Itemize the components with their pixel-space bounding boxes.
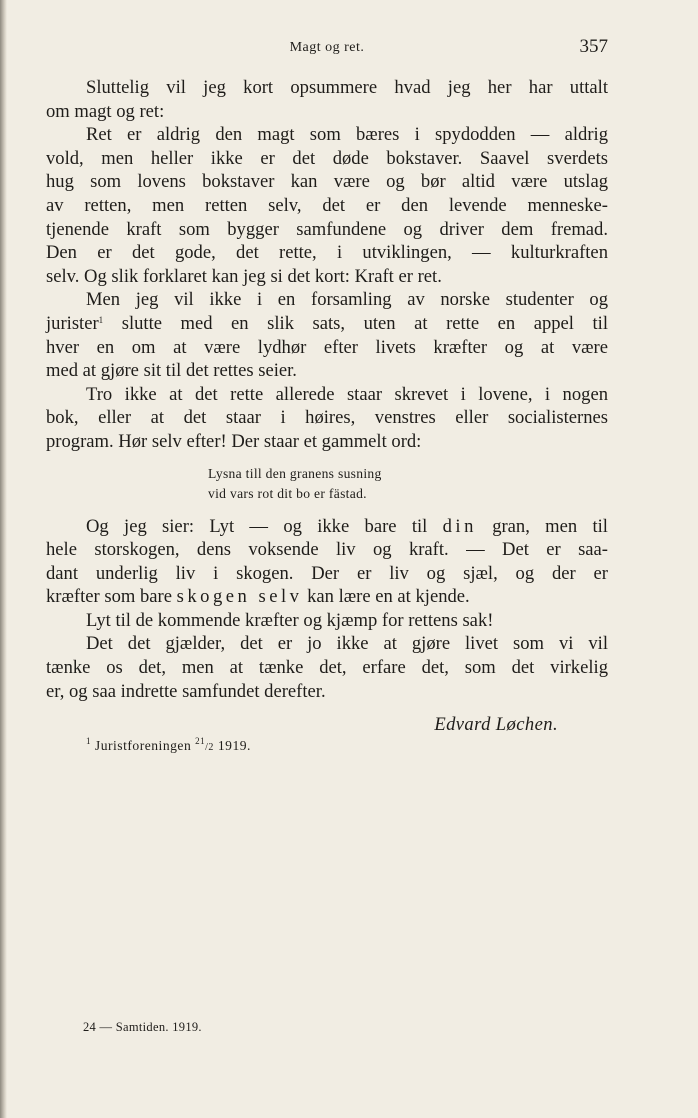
footnote-text: Juristforeningen bbox=[94, 738, 192, 753]
text-line: Den er det gode, det rette, i utviklingen, — kulturkraften bbox=[46, 242, 608, 264]
running-title: Magt og ret. bbox=[289, 40, 365, 55]
text-fragment: gran, men til bbox=[492, 515, 608, 537]
text-line: Men jeg vil ikke i en forsamling av norske studenter og bbox=[86, 289, 608, 311]
text-line: av retten, men retten selv, det er den levende menneske- bbox=[46, 194, 608, 216]
text-line: Det det gjælder, det er jo ikke at gjøre livet som vi vil bbox=[86, 633, 608, 655]
poem-quotation bbox=[208, 464, 608, 504]
text-line: vold, men heller ikke er det døde bokstaver. Saavel sverdets bbox=[46, 147, 608, 169]
text-fragment: Og jeg sier: Lyt — og ikke bare til bbox=[86, 515, 428, 537]
text-line: bok, eller at det staar i høires, venstres eller socialisternes bbox=[46, 407, 608, 429]
text-line bbox=[46, 515, 608, 539]
text-fragment: kan lære en at kjende. bbox=[307, 586, 470, 608]
text-line bbox=[46, 585, 608, 609]
text-line: tjenende kraft som bygger samfundene og driver dem fremad. bbox=[46, 218, 608, 240]
footnote-date-numerator: 21 bbox=[195, 736, 206, 746]
text-line: tænke os det, men at tænke det, erfare det, som det virkelig bbox=[46, 657, 608, 679]
text-fragment: slutte med en slik sats, uten at rette en appel til bbox=[121, 312, 608, 334]
page-number: 357 bbox=[579, 36, 608, 57]
text-line: hug som lovens bokstaver kan være og bør altid være utslag bbox=[46, 171, 608, 193]
footnote bbox=[86, 738, 251, 754]
book-spine-edge bbox=[0, 0, 7, 1118]
text-fragment: kræfter som bare bbox=[46, 586, 172, 608]
article-body bbox=[46, 76, 608, 737]
footnote-date-denominator: /2 bbox=[205, 742, 214, 753]
footnote-year: 1919. bbox=[217, 738, 251, 753]
page-header bbox=[46, 36, 608, 62]
text-line: Tro ikke at det rette allerede staar skrevet i lovene, i nogen bbox=[86, 383, 608, 405]
text-line: om magt og ret: bbox=[46, 100, 165, 122]
text-line: hver en om at være lydhør efter livets kræfter og at være bbox=[46, 336, 608, 358]
text-line-with-footnote bbox=[46, 312, 608, 336]
footnote-reference: 1 bbox=[98, 314, 104, 325]
emphasized-word: din bbox=[442, 515, 477, 537]
text-line: Sluttelig vil jeg kort opsummere hvad jeg her har uttalt bbox=[86, 77, 608, 98]
poem-line: Lysna till den granens susning bbox=[208, 465, 382, 481]
text-line: program. Hør selv efter! Der staar et gammelt ord: bbox=[46, 430, 422, 452]
signature-mark: 24 — Samtiden. 1919. bbox=[83, 1020, 202, 1034]
text-fragment: jurister bbox=[46, 312, 99, 334]
emphasized-phrase: skogen selv bbox=[176, 586, 303, 608]
poem-line: vid vars rot dit bo er fästad. bbox=[208, 485, 367, 501]
text-line: selv. Og slik forklaret kan jeg si det kort: Kraft er ret. bbox=[46, 265, 442, 287]
text-line: hele storskogen, dens voksende liv og kraft. — Det er saa- bbox=[46, 539, 608, 561]
footnote-mark: 1 bbox=[86, 736, 91, 746]
text-line: Ret er aldrig den magt som bæres i spydodden — aldrig bbox=[86, 124, 608, 146]
text-line: er, og saa indrette samfundet derefter. bbox=[46, 680, 326, 702]
text-line: med at gjøre sit til det rettes seier. bbox=[46, 360, 297, 382]
author-signature: Edvard Løchen. bbox=[434, 714, 558, 736]
text-line: Lyt til de kommende kræfter og kjæmp for rettens sak! bbox=[86, 609, 494, 631]
text-line: dant underlig liv i skogen. Der er liv og sjæl, og der er bbox=[46, 562, 608, 584]
